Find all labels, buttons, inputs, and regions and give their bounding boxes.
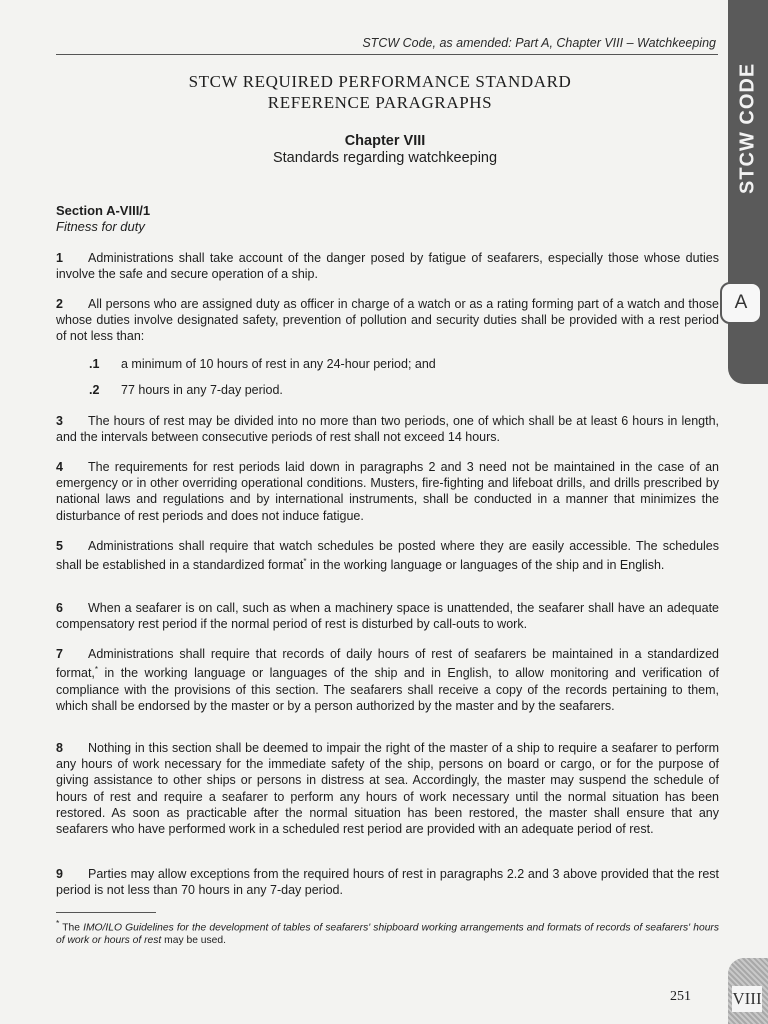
sub-item-text: 77 hours in any 7-day period. — [121, 383, 283, 397]
main-title-line-1: STCW REQUIRED PERFORMANCE STANDARD — [188, 72, 572, 91]
paragraph-5 — [56, 538, 719, 574]
sub-item-2 — [89, 382, 283, 398]
side-tab-title: STCW CODE — [736, 62, 759, 194]
sub-item-1 — [89, 356, 436, 372]
sub-item-number: .2 — [89, 383, 100, 397]
sub-item-text: a minimum of 10 hours of rest in any 24-hour period; and — [121, 357, 436, 371]
footnote-mark: * — [56, 918, 60, 928]
paragraph-number: 1 — [56, 251, 63, 265]
paragraph-text-cont: in the working language or languages of the ship and in English, to allow monitoring and verification of compliance with the provisions of this section. The seafarers shall receive a copy of the records pertaining to them, which shall be endorsed by the master or by a person authorized by the master and by the seafarers. — [56, 666, 719, 713]
footnote — [56, 917, 719, 947]
paragraph-text-cont: in the working language or languages of the ship and in English. — [306, 558, 665, 573]
footnote-mark: * — [303, 557, 307, 567]
running-head: STCW Code, as amended: Part A, Chapter VIII – Watchkeeping — [362, 36, 716, 50]
footnote-suffix: may be used. — [161, 935, 226, 947]
main-title-line-2: REFERENCE PARAGRAPHS — [267, 93, 493, 112]
footnote-prefix: The — [59, 922, 84, 934]
paragraph-text: The requirements for rest periods laid down in paragraphs 2 and 3 need not be maintained in the case of an emergency or in other overriding operational conditions. Musters, fire-fighting and lifeboat drills, and drills prescribed by national laws and regulations and by international instruments, shall be conducted in a manner that minimizes the disturbance of rest periods and does not induce fatigue. — [56, 460, 719, 523]
sub-item-number: .1 — [89, 357, 100, 371]
chapter-label: Chapter VIII — [344, 133, 426, 149]
main-title — [80, 71, 680, 113]
paragraph-text: All persons who are assigned duty as officer in charge of a watch or as a rating forming part of a watch and those whose duties involve designated safety, prevention of pollution and security duties shall be provided with a rest period of not less than: — [56, 297, 719, 344]
paragraph-7 — [56, 646, 719, 714]
page-number: 251 — [670, 989, 691, 1004]
paragraph-3 — [56, 413, 719, 445]
chapter-subtitle: Standards regarding watchkeeping — [272, 150, 498, 166]
footnote-rule — [56, 912, 156, 913]
paragraph-text: Nothing in this section shall be deemed to impair the right of the master of a ship to require a seafarer to perform any hours of work necessary for the immediate safety of the ship, persons on board or cargo, or for the purpose of giving assistance to other ships or persons in distress at sea. Accordingly, the master may suspend the schedule of hours of rest and require a seafarer to perform any hours of work necessary until the normal situation has been restored. As soon as practicable after the normal situation has been restored, the master shall ensure that any seafarers who have performed work in a scheduled rest period are provided with an adequate period of rest. — [56, 741, 719, 837]
paragraph-number: 8 — [56, 741, 63, 755]
paragraph-number: 6 — [56, 601, 63, 615]
paragraph-text: Administrations shall require that records of daily hours of rest of seafarers be maintained in a standardized format, — [56, 647, 719, 681]
paragraph-number: 7 — [56, 647, 63, 661]
chapter-tab — [728, 958, 768, 1024]
side-tab — [728, 0, 768, 384]
paragraph-text: Administrations shall require that watch schedules be posted where they are easily accessible. The schedules shall be established in a standardized format — [56, 539, 719, 573]
paragraph-4 — [56, 459, 719, 524]
paragraph-6 — [56, 600, 719, 632]
paragraph-number: 9 — [56, 867, 63, 881]
paragraph-text: Administrations shall take account of the danger posed by fatigue of seafarers, especially those whose duties involve the safe and secure operation of a ship. — [56, 251, 719, 282]
paragraph-1 — [56, 250, 719, 282]
part-letter-badge: A — [720, 282, 762, 324]
section-subheading: Fitness for duty — [56, 219, 145, 234]
paragraph-number: 4 — [56, 460, 63, 474]
footnote-title: IMO/ILO Guidelines for the development of tables of seafarers' shipboard working arrangements and formats of records of seafarers' hours of work or hours of rest — [56, 922, 719, 947]
paragraph-text: Parties may allow exceptions from the required hours of rest in paragraphs 2.2 and 3 above provided that the rest period is not less than 70 hours in any 7-day period. — [56, 867, 719, 898]
paragraph-8 — [56, 740, 719, 837]
paragraph-9 — [56, 866, 719, 898]
footnote-mark: * — [94, 665, 99, 675]
paragraph-2 — [56, 296, 719, 345]
paragraph-number: 5 — [56, 539, 63, 553]
section-heading: Section A-VIII/1 — [56, 203, 151, 218]
paragraph-number: 3 — [56, 414, 63, 428]
paragraph-text: The hours of rest may be divided into no more than two periods, one of which shall be at least 6 hours in length, and the intervals between consecutive periods of rest shall not exceed 14 hours. — [56, 414, 719, 445]
chapter-tab-label: VIII — [732, 986, 762, 1012]
paragraph-number: 2 — [56, 297, 63, 311]
paragraph-text: When a seafarer is on call, such as when a machinery space is unattended, the seafarer shall have an adequate compensatory rest period if the normal period of rest is disturbed by call-outs to work. — [56, 601, 719, 632]
header-rule — [56, 54, 718, 55]
